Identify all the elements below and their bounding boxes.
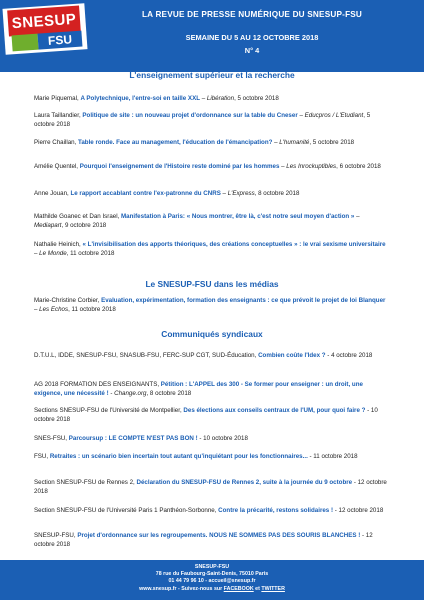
article-link[interactable]: A Polytechnique, l'entre-soi en taille XXL bbox=[80, 95, 200, 102]
section-title-communiques: Communiqués syndicaux bbox=[161, 329, 263, 339]
press-entry: Amélie Quentel, Pourquoi l'enseignement de l'Histoire reste dominé par les hommes – Les Inrockuptibles, 6 octobre 2018 bbox=[34, 163, 381, 170]
newsletter-week: SEMAINE DU 5 AU 12 OCTOBRE 2018 bbox=[185, 33, 319, 42]
logo-bottom-text: FSU bbox=[37, 31, 82, 50]
article-link[interactable]: Projet d'ordonnance sur les regroupements. NOUS NE SOMMES PAS DES SOURIS BLANCHES ! bbox=[77, 532, 361, 539]
press-entry: Sections SNESUP-FSU de l'Université de Montpellier, Des élections aux conseils centraux de l'UM, pour quoi faire ? - 10 octobre 2018 bbox=[34, 407, 378, 423]
press-entry: Marie Piquemal, A Polytechnique, l'entre-soi en taille XXL – Libération, 5 octobre 2018 bbox=[34, 95, 279, 102]
press-entry: FSU, Retraites : un scénario bien incertain tout autant qu'inquiétant pour les fonctionnaires... - 11 octobre 2018 bbox=[34, 453, 358, 460]
footer bbox=[0, 560, 424, 600]
footer-org: SNESUP-FSU bbox=[194, 564, 230, 570]
press-entry: Mathilde Goanec et Dan Israel, Manifestation à Paris: « Nous montrer, être là, c'est notre seul moyen d'action » – Mediapart, 9 octobre 2018 bbox=[34, 213, 360, 229]
newsletter-number: N° 4 bbox=[244, 46, 260, 55]
article-link[interactable]: Des élections aux conseils centraux de l'UM, pour quoi faire ? bbox=[183, 407, 366, 414]
press-entry: D.T.U.L, IDDE, SNESUP-FSU, SNASUB-FSU, FERC-SUP CGT, SUD-Éducation, Combien coûte l'Idex ? - 4 octobre 2018 bbox=[34, 352, 373, 359]
twitter-link[interactable]: TWITTER bbox=[261, 585, 285, 592]
press-entry: AG 2018 FORMATION DES ENSEIGNANTS, Pétition : L'APPEL des 300 - Se former pour enseigner : un droit, une exigence, une nécessité ! - Change.org, 8 octobre 2018 bbox=[34, 381, 363, 397]
logo-top-text: SNESUP bbox=[7, 6, 81, 37]
article-link[interactable]: Table ronde. Face au management, l'éducation de l'émancipation? bbox=[78, 139, 273, 146]
section-title-medias: Le SNESUP-FSU dans les médias bbox=[145, 279, 279, 289]
article-link[interactable]: Combien coûte l'Idex ? bbox=[258, 352, 326, 359]
footer-contact: 01 44 79 96 10 - accueil@snesup.fr bbox=[168, 578, 256, 585]
newsletter-title: LA REVUE DE PRESSE NUMÉRIQUE DU SNESUP-FSU bbox=[141, 10, 363, 19]
snesup-fsu-logo bbox=[4, 6, 86, 52]
article-link[interactable]: Parcoursup : LE COMPTE N'EST PAS BON ! bbox=[68, 435, 198, 442]
press-entry: Laura Taillandier, Politique de site : un nouveau projet d'ordonnance sur la table du Cneser – Educpros / L'Etudiant, 5 octobre 2018 bbox=[34, 112, 371, 128]
article-link[interactable]: Pourquoi l'enseignement de l'Histoire reste dominé par les hommes bbox=[79, 163, 280, 170]
article-link[interactable]: Manifestation à Paris: « Nous montrer, être là, c'est notre seul moyen d'action » bbox=[121, 213, 355, 220]
press-entry: Section SNESUP-FSU de Rennes 2, Déclaration du SNESUP-FSU de Rennes 2, suite à la journée du 9 octobre - 12 octobre 2018 bbox=[34, 479, 387, 495]
article-link[interactable]: Evaluation, expérimentation, formation des enseignants : ce que prévoit le projet de loi Blanquer bbox=[101, 297, 386, 304]
article-link[interactable]: Politique de site : un nouveau projet d'ordonnance sur la table du Cneser bbox=[82, 112, 298, 119]
press-entry: SNES-FSU, Parcoursup : LE COMPTE N'EST PAS BON ! - 10 octobre 2018 bbox=[34, 435, 248, 442]
article-link[interactable]: « L'invisibilisation des apports théoriques, des créations conceptuelles » : le vrai sexisme universitaire bbox=[82, 241, 386, 248]
press-entry: Nathalie Heinich, « L'invisibilisation des apports théoriques, des créations conceptuelles » : le vrai sexisme universitaire – Le Monde, 11 octobre 2018 bbox=[34, 241, 386, 257]
header-banner bbox=[0, 0, 424, 72]
press-entry: Section SNESUP-FSU de l'Université Paris 1 Panthéon-Sorbonne, Contre la précarité, restons solidaires ! - 12 octobre 2018 bbox=[34, 507, 384, 514]
article-link[interactable]: Déclaration du SNESUP-FSU de Rennes 2, suite à la journée du 9 octobre bbox=[136, 479, 353, 486]
footer-address: 78 rue du Faubourg-Saint-Denis, 75010 Paris bbox=[155, 571, 269, 578]
article-link[interactable]: Contre la précarité, restons solidaires ! bbox=[218, 507, 334, 514]
article-link[interactable]: Pétition : L'APPEL des 300 - Se former pour enseigner : un droit, une exigence, une nécessité ! bbox=[34, 381, 363, 397]
article-link[interactable]: Le rapport accablant contre l'ex-patronne du CNRS bbox=[70, 190, 221, 197]
section-title-esr: L'enseignement supérieur et la recherche bbox=[129, 70, 295, 80]
press-entry: Pierre Chaillan, Table ronde. Face au management, l'éducation de l'émancipation? – L'humanité, 5 octobre 2018 bbox=[34, 139, 355, 146]
press-entry: SNESUP-FSU, Projet d'ordonnance sur les regroupements. NOUS NE SOMMES PAS DES SOURIS BLANCHES ! - 12 octobre 2018 bbox=[34, 532, 373, 548]
press-entry: Marie-Christine Corbier, Evaluation, expérimentation, formation des enseignants : ce que prévoit le projet de loi Blanquer – Les Echos, 11 octobre 2018 bbox=[34, 297, 386, 313]
article-link[interactable]: Retraites : un scénario bien incertain tout autant qu'inquiétant pour les fonctionnaires... bbox=[49, 453, 308, 460]
press-entry: Anne Jouan, Le rapport accablant contre l'ex-patronne du CNRS – L'Express, 8 octobre 2018 bbox=[34, 190, 300, 197]
facebook-link[interactable]: FACEBOOK bbox=[223, 585, 254, 592]
footer-social: www.snesup.fr - Suivez-nous sur FACEBOOK et TWITTER bbox=[139, 585, 285, 592]
